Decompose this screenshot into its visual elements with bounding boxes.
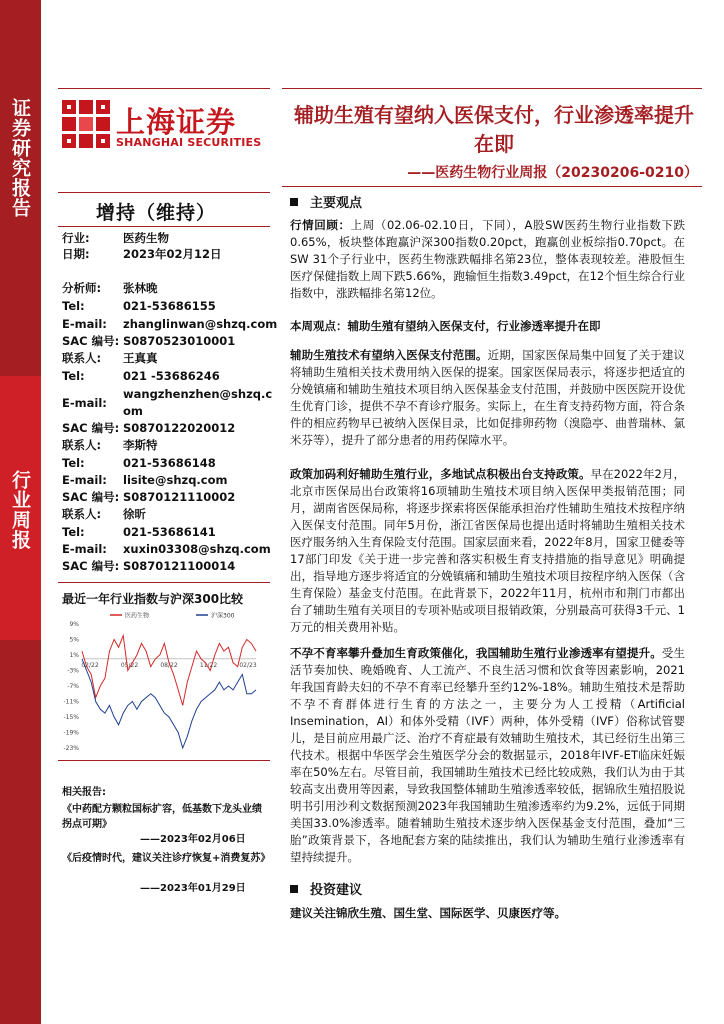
review-text: 上周（02.06-02.10日，下同），A股SW医药生物行业指数下跌0.65%，板块整体跑赢沪深300指数0.20pct，跑赢创业板综指0.70pct。在SW 31个子行业中，医药生物涨跌幅排名第23位，整体表现较差。港股恒生医疗保健指数上周下跌5.66%，跑输恒生指数3.49pct，在12个恒生综合行业指数中，涨跌幅排名第12位。 xyxy=(290,218,686,300)
sac-label: SAC 编号: xyxy=(62,559,120,573)
main-points-label: 主要观点 xyxy=(310,196,363,211)
weekly-view-text: 本周观点：辅助生殖有望纳入医保支付，行业渗透率提升在即 xyxy=(290,319,601,333)
email-label: E-mail: xyxy=(62,317,107,331)
related-report-title[interactable]: 《后疫情时代，建议关注诊疗恢复+消费复苏》 xyxy=(62,853,271,864)
sidebar-category: 行业周报 xyxy=(9,470,31,550)
y-tick-label: 1% xyxy=(69,652,79,659)
related-report-title[interactable]: 《中药配方颗粒国标扩容，低基数下龙头业绩拐点可期》 xyxy=(62,804,262,830)
weekly-view xyxy=(290,318,685,335)
x-tick-label: 11/22 xyxy=(199,661,218,669)
x-tick-label: 05/22 xyxy=(120,661,139,669)
chart-top-rule xyxy=(58,582,270,583)
x-tick-label: 02/23 xyxy=(239,661,257,669)
contact-sac: S0870122020012 xyxy=(123,421,236,435)
contact-sac: S0870121110002 xyxy=(123,490,236,504)
company-name-cn: 上海证券 xyxy=(116,105,237,139)
contact-tel: 021-53686141 xyxy=(123,525,216,539)
top-right-rule xyxy=(282,88,702,89)
contact-tel: 021-53686148 xyxy=(123,456,216,470)
series-line-pharma xyxy=(82,636,256,706)
contact-role: 联系人: xyxy=(62,438,102,452)
y-tick-label: -19% xyxy=(63,729,79,737)
y-tick-label: -3% xyxy=(67,667,79,675)
date-label: 日期: xyxy=(62,247,90,261)
email-label: E-mail: xyxy=(62,473,107,487)
sidebar-bottom-band xyxy=(0,640,41,1024)
y-tick-label: -11% xyxy=(63,698,79,706)
contact-email[interactable]: wangzhenzhen@shzq.com xyxy=(123,387,273,418)
paragraph-3-text: 受生活节奏加快、晚婚晚育、人工流产、不良生活习惯和饮食等因素影响，2021年我国育龄夫妇的不孕不育率已经攀升至约12%-18%。辅助生殖技术是帮助不孕不育群体进行生育的方法之一，主要分为人工授精（Artificial Insemination，AI）和体外受精（IVF）两种，体外受精（IVF）俗称试管婴儿，是目前应用最广泛、治疗不育症最有效辅助生殖技术，其已经衍生出第三代技术。根据中华医学会生殖医学分会的数据显示，2018年IVF-ET临床妊娠率在50%左右。尽管目前，我国辅助生殖技术已经比较成熟，我们认为由于其较高支出费用等因素，导致我国整体辅助生殖渗透率较低，据锦欣生殖招股说明书引用沙利文数据预测2023年我国辅助生殖渗透率约为9.2%，远低于同期美国33.0%渗透率。随着辅助生殖技术逐步纳入医保基金支付范围，叠加“三胎”政策背景下，各地配套方案的陆续推出，我们认为辅助生殖行业渗透率有望持续提升。 xyxy=(290,646,685,864)
x-tick-label: 02/22 xyxy=(81,661,99,669)
contact-role: 分析师: xyxy=(62,281,102,295)
y-tick-label: -15% xyxy=(63,714,79,721)
contact-tel: 021 -53686246 xyxy=(123,369,220,383)
contact-sac: S0870121100014 xyxy=(123,559,236,573)
industry-value: 医药生物 xyxy=(123,231,169,245)
company-logo-icon xyxy=(58,96,114,152)
paragraph-3-lead: 不孕不育率攀升叠加生育政策催化，我国辅助生殖行业渗透率有望提升。 xyxy=(290,646,662,660)
contact-role: 联系人: xyxy=(62,351,102,365)
bullet-square-icon xyxy=(290,198,298,206)
tel-label: Tel: xyxy=(62,369,85,383)
related-report-date: ——2023年01月29日 xyxy=(140,883,246,894)
invest-advice-text: 建议关注锦欣生殖、国生堂、国际医学、贝康医疗等。 xyxy=(290,906,566,920)
paragraph-1-lead: 辅助生殖技术有望纳入医保支付范围。 xyxy=(290,348,488,362)
paragraph-2 xyxy=(290,466,685,636)
title-divider xyxy=(282,186,702,187)
chart-legend xyxy=(110,612,235,620)
tel-label: Tel: xyxy=(62,525,85,539)
contact-email[interactable]: xuxin03308@shzq.com xyxy=(123,542,271,556)
legend-label-pharma: 医药生物 xyxy=(125,612,150,620)
report-subtitle: ——医药生物行业周报（20230206-0210） xyxy=(407,165,698,181)
series-line-hs300 xyxy=(82,659,256,748)
date-value: 2023年02月12日 xyxy=(123,247,222,261)
paragraph-1 xyxy=(290,347,685,449)
x-tick-label: 08/22 xyxy=(160,661,178,669)
paragraph-2-lead: 政策加码利好辅助生殖行业，多地试点积极出台支持政策。 xyxy=(290,467,591,481)
tel-label: Tel: xyxy=(62,299,85,313)
rating-top-rule xyxy=(58,192,270,193)
tel-label: Tel: xyxy=(62,456,85,470)
rating-bottom-rule xyxy=(58,226,270,227)
contact-name: 徐昕 xyxy=(123,507,146,521)
review-label: 行情回顾： xyxy=(290,218,351,232)
industry-label: 行业: xyxy=(62,231,90,245)
sac-label: SAC 编号: xyxy=(62,490,120,504)
y-tick-label: -23% xyxy=(63,745,79,752)
y-tick-label: 5% xyxy=(69,636,79,644)
contact-email[interactable]: zhanglinwan@shzq.com xyxy=(123,317,278,331)
contact-tel: 021-53686155 xyxy=(123,299,216,313)
invest-heading xyxy=(290,879,362,898)
paragraph-2-text: 早在2022年2月，北京市医保局出台政策将16项辅助生殖技术项目纳入医保甲类报销范围；同月，湖南省医保局称，将逐步探索将医保能承担治疗性辅助生殖技术按程序纳入医保支付范围。同年5月份，浙江省医保局也提出适时将辅助生殖相关技术医疗服务纳入生育保险支付范围。国家层面来看，2022年8月，国家卫健委等17部门印发《关于进一步完善和落实积极生育支持措施的指导意见》明确提出，指导地方逐步将适宜的分娩镇痛和辅助生殖技术项目按程序纳入医保（含生育保险）基金支付范围。在此背景下，2022年11月，杭州市和荆门市都出台了辅助生殖有关项目的专项补贴或项目报销政策，分别最高可获得3千元、1万元的相关费用补贴。 xyxy=(290,467,685,634)
contact-email[interactable]: lisite@shzq.com xyxy=(123,473,228,487)
paragraph-1-text: 近期，国家医保局集中回复了关于建议将辅助生殖相关技术费用纳入医保的提案。国家医保局表示，将逐步把适宜的分娩镇痛和辅助生殖技术项目纳入医保基金支付范围，并鼓励中医医院开设优生优育门诊，提供不孕不育诊疗服务。实际上，在生育支持药物方面，符合条件的相应药物早已被纳入医保目录，比如促排卵药物（溴隐亭、曲普瑞林、氯米芬等），提升了部分患者的用药保障水平。 xyxy=(290,348,686,447)
index-comparison-chart xyxy=(58,608,273,756)
sidebar-report-type: 证券研究报告 xyxy=(9,98,31,218)
contact-name: 张林晚 xyxy=(123,281,158,295)
top-left-rule xyxy=(58,88,270,89)
paragraph-3 xyxy=(290,645,685,866)
legend-label-hs300: 沪深300 xyxy=(211,612,235,620)
main-points-heading xyxy=(290,192,362,211)
y-tick-label: -7% xyxy=(67,683,79,690)
email-label: E-mail: xyxy=(62,542,107,556)
y-tick-label: 9% xyxy=(69,621,79,628)
chart-series xyxy=(82,636,256,748)
bullet-square-icon xyxy=(290,885,298,893)
contact-role: 联系人: xyxy=(62,507,102,521)
contact-sac: S0870523010001 xyxy=(123,334,236,348)
related-label: 相关报告: xyxy=(62,787,106,798)
contact-name: 李斯特 xyxy=(123,438,158,452)
sac-label: SAC 编号: xyxy=(62,421,120,435)
invest-label: 投资建议 xyxy=(310,883,363,898)
rating: 增持（维持） xyxy=(96,202,217,224)
related-report-date: ——2023年02月06日 xyxy=(140,834,246,845)
company-name-en: SHANGHAI SECURITIES xyxy=(116,136,262,149)
email-label: E-mail: xyxy=(62,396,107,410)
chart-title: 最近一年行业指数与沪深300比较 xyxy=(62,592,244,606)
report-title: 辅助生殖有望纳入医保支付，行业渗透率提升在即 xyxy=(294,103,694,156)
market-review xyxy=(290,217,685,302)
sac-label: SAC 编号: xyxy=(62,334,120,348)
contact-name: 王真真 xyxy=(123,351,158,365)
invest-advice xyxy=(290,905,685,922)
chart-bottom-rule xyxy=(58,760,270,761)
